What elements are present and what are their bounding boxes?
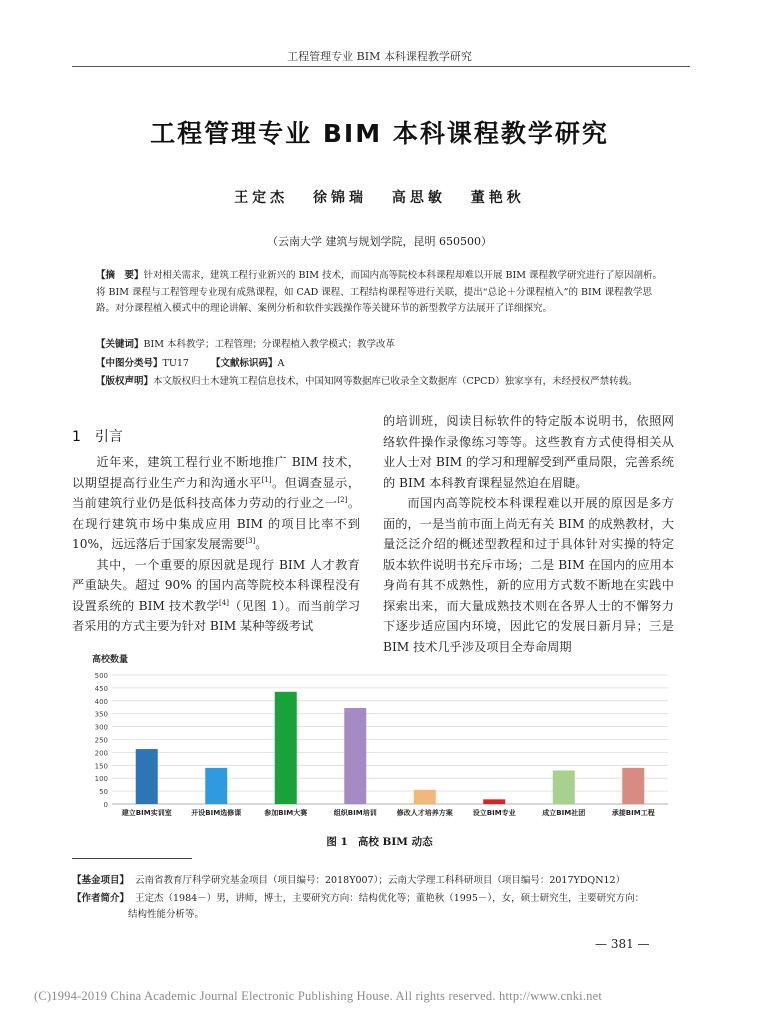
fund-text: 云南省教育厅科学研究基金项目（项目编号：2018Y007）；云南大学理工科科研项目（项目编号：2017YDQN12） — [135, 875, 626, 886]
y-axis-label: 高校数量 — [92, 655, 129, 665]
paragraph: 的培训班，阅读目标软件的特定版本说明书，依照网络软件操作录像练习等等。这些教育方式使得相关从业人士对 BIM 的学习和理解受到严重局限，完善系统的 BIM 本科教育课程显然迫在眉睫。 — [383, 414, 674, 490]
x-tick-label: 组织BIM培训 — [333, 809, 377, 817]
citation[interactable]: [4] — [219, 598, 229, 607]
running-head: 工程管理专业 BIM 本科课程教学研究 — [287, 50, 472, 63]
x-tick-label: 参加BIM大赛 — [264, 809, 308, 817]
x-tick-label: 承接BIM工程 — [611, 809, 655, 817]
author-footnote — [72, 891, 672, 923]
page-number: — 381 — — [595, 937, 650, 951]
bar-chart — [86, 651, 676, 831]
fund-label: 【基金项目】 — [72, 875, 130, 886]
y-tick-label: 50 — [99, 788, 108, 797]
bar — [414, 790, 436, 804]
x-tick-label: 开设BIM选修课 — [191, 809, 242, 817]
abstract — [96, 268, 666, 318]
y-tick-label: 0 — [103, 801, 108, 809]
figure-title: 高校 BIM 动态 — [357, 836, 433, 848]
doc-code-value: A — [277, 358, 285, 369]
bar — [275, 692, 297, 804]
y-tick-label: 300 — [94, 723, 108, 732]
x-tick-label: 成立BIM社团 — [542, 809, 586, 817]
affiliation: （云南大学 建筑与规划学院，昆明 650500） — [267, 235, 492, 248]
bar — [483, 799, 505, 804]
y-tick-label: 200 — [94, 749, 108, 758]
classification — [96, 356, 666, 373]
author-label: 【作者简介】 — [72, 893, 130, 904]
citation[interactable]: [2] — [337, 495, 348, 504]
bar — [622, 768, 644, 804]
y-tick-label: 250 — [94, 736, 108, 745]
clc-label: 【中图分类号】 — [96, 358, 163, 369]
bar — [344, 708, 366, 804]
article-title: 工程管理专业 BIM 本科课程教学研究 — [150, 119, 609, 148]
x-tick-label: 设立BIM专业 — [472, 809, 516, 817]
y-tick-label: 400 — [94, 697, 108, 706]
footnote-divider — [72, 858, 192, 859]
paragraph: 近年来，建筑工程行业不断地推广 BIM 技术，以期望提高行业生产力和沟通水平[1]。但调查显示，当前建筑行业仍是低科技高体力劳动的行业之一[2]。在现行建筑市场中集成应用 BIM 的项目比率不到 10%，远远落后于国家发展需要[3]。 — [72, 455, 361, 551]
y-tick-label: 350 — [94, 710, 108, 719]
bar — [553, 770, 575, 804]
citation[interactable]: [3] — [245, 536, 256, 545]
figure-number: 图 1 — [326, 836, 348, 848]
authors: 王定杰 徐锦瑞 高思敏 董艳秋 — [234, 190, 525, 206]
publisher-copyright: (C)1994-2019 China Academic Journal Electronic Publishing House. All rights reserved. http://www.cnki.net — [34, 989, 603, 1003]
header-divider — [72, 66, 690, 67]
bar — [136, 749, 158, 804]
paragraph: 而国内高等院校本科课程难以开展的原因是多方面的，一是当前市面上尚无有关 BIM 的成熟教材，大量泛泛介绍的概述型教程和过于具体针对实操的特定版本软件说明书充斥市场；二是 BIM 在国内的应用本身尚有其不成熟性，新的应用方式数不断地在实践中探索出来，而大量成熟技术则在各界人士的不懈努力下逐步适应国内环境，因此它的发展日新月异；三是 BIM 技术几乎涉及项目全寿命周期 — [383, 496, 674, 654]
y-tick-label: 150 — [94, 762, 108, 771]
keywords-label: 【关键词】 — [96, 339, 144, 350]
clc-value: TU17 — [162, 358, 189, 369]
bar — [205, 768, 227, 804]
author-text-continued: 结构性能分析等。 — [128, 909, 205, 920]
right-column — [383, 411, 674, 657]
paragraph: 其中，一个重要的原因就是现行 BIM 人才教育严重缺失。超过 90% 的国内高等院校本科课程没有设置系统的 BIM 技术教学[4]（见图 1）。而当前学习者采用的方式主要为针对 BIM 某种等级考试 — [72, 557, 361, 633]
chart-canvas — [86, 651, 676, 831]
doc-code-label: 【文献标识码】 — [210, 358, 278, 369]
section-heading — [72, 426, 123, 446]
copyright-statement — [96, 374, 666, 391]
y-tick-label: 500 — [94, 672, 108, 680]
y-tick-label: 450 — [94, 684, 108, 693]
abstract-label: 【摘 要】 — [96, 270, 144, 281]
section-number: 1 — [72, 429, 81, 445]
copyright-label: 【版权声明】 — [96, 376, 154, 387]
keywords-text: BIM 本科教学；工程管理；分课程植入教学模式；教学改革 — [143, 339, 395, 350]
keywords — [96, 337, 666, 354]
fund-footnote — [72, 873, 672, 889]
figure-caption — [0, 834, 759, 849]
author-text: 王定杰（1984－）男，讲师，博士，主要研究方向：结构优化等；董艳秋（1995－），女，硕士研究生，主要研究方向： — [135, 893, 645, 904]
section-title: 引言 — [94, 429, 123, 445]
y-tick-label: 100 — [94, 775, 108, 784]
x-tick-label: 建立BIM实训室 — [121, 809, 172, 817]
citation[interactable]: [1] — [261, 475, 272, 484]
copyright-text: 本文版权归土木建筑工程信息技术，中国知网等数据库已收录全文数据库（CPCD）独家享有，未经授权严禁转载。 — [153, 376, 638, 387]
left-column — [72, 452, 360, 637]
abstract-text: 针对相关需求，建筑工程行业新兴的 BIM 技术，而国内高等院校本科课程却难以开展 BIM 课程教学研究进行了原因剖析。将 BIM 课程与工程管理专业现有成熟课程，如 CAD 课程、工程结构课程等进行关联，提出“总论＋分课程植入”的 BIM 课程教学思路。对分课程植入模式中的理论讲解、案例分析和软件实践操作等关键环节的新型教学方法展开了详细探究。 — [96, 270, 663, 314]
x-tick-label: 修改人才培养方案 — [396, 809, 453, 817]
